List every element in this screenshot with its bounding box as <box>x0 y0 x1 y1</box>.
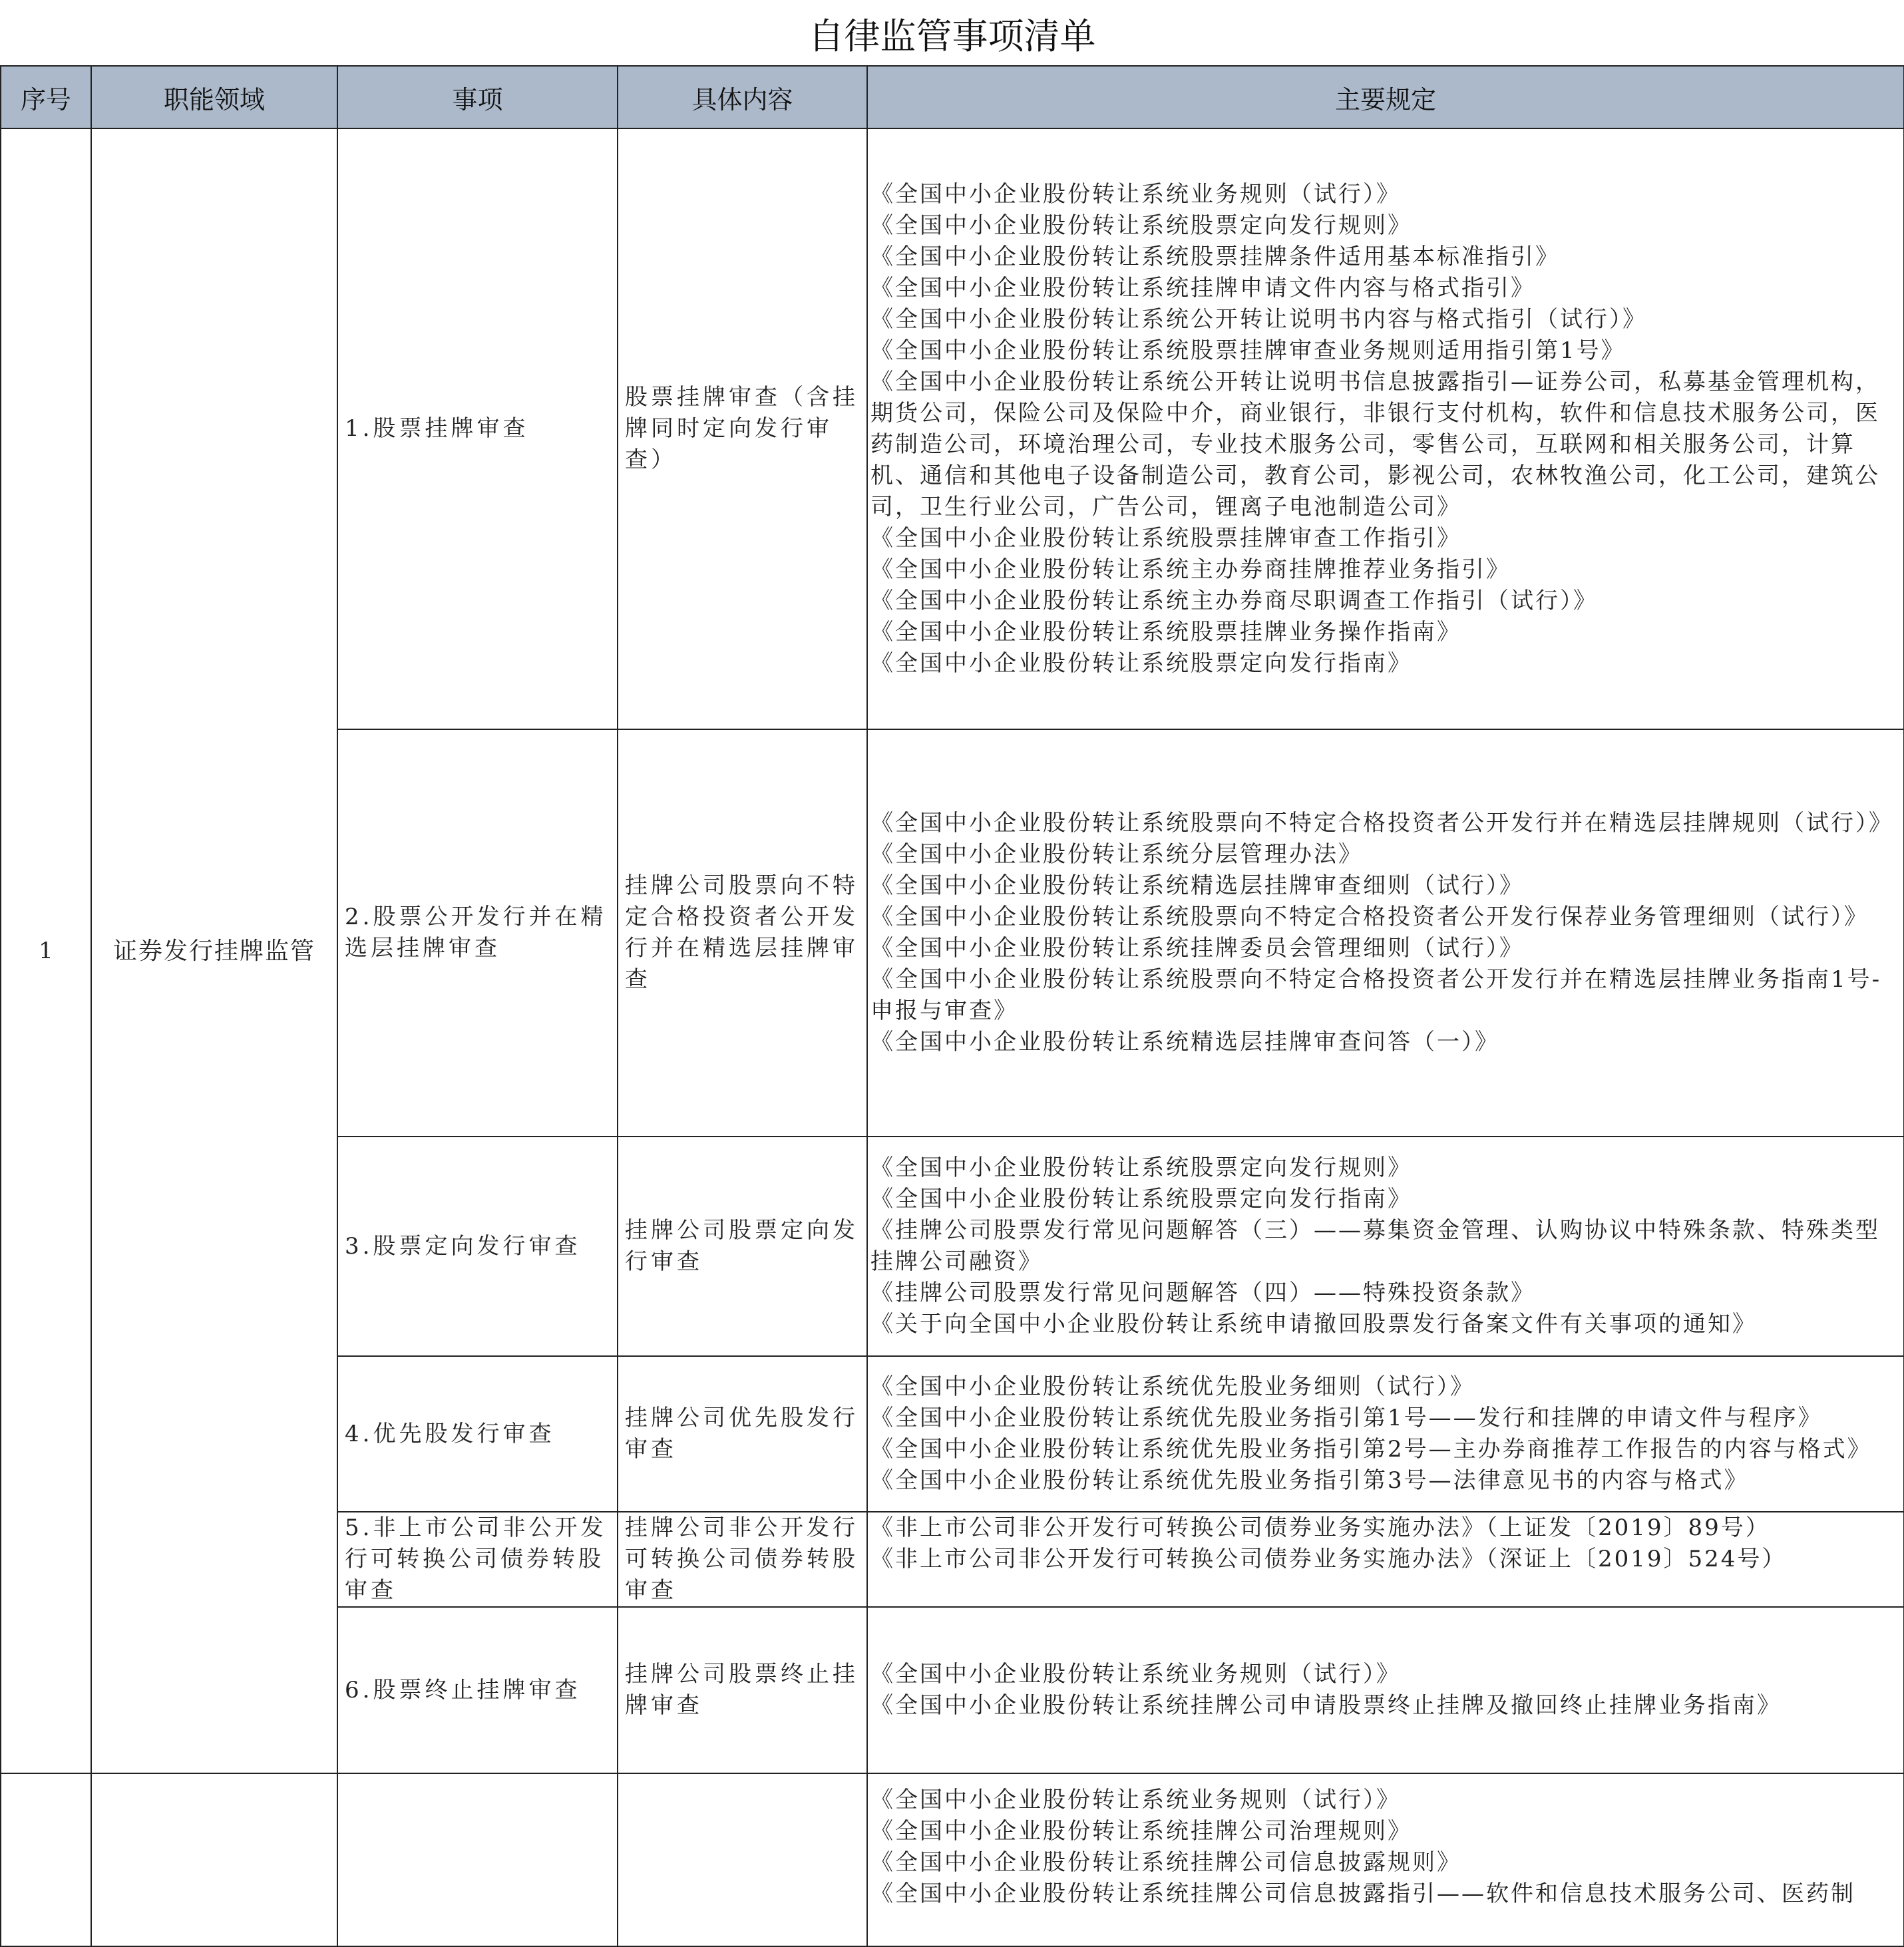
regulation-item: 《全国中小企业股份转让系统挂牌委员会管理细则（试行）》 <box>870 935 1524 962</box>
regulation-item: 《全国中小企业股份转让系统优先股业务指引第1号——发行和挂牌的申请文件与程序》 <box>870 1405 1823 1431</box>
seq-no-cell: 1 <box>1 128 91 1773</box>
page-title: 自律监管事项清单 <box>808 15 1096 57</box>
content-cell <box>618 1773 867 1946</box>
regulation-item: 《全国中小企业股份转让系统挂牌申请文件内容与格式指引》 <box>870 274 1535 301</box>
regulation-item: 《全国中小企业股份转让系统股票定向发行规则》 <box>870 1154 1412 1181</box>
regulation-item: 《挂牌公司股票发行常见问题解答（四）——特殊投资条款》 <box>870 1280 1535 1306</box>
regulation-item: 《全国中小企业股份转让系统股票定向发行指南》 <box>870 649 1412 677</box>
regulation-item: 《全国中小企业股份转让系统分层管理办法》 <box>870 841 1363 868</box>
regulation-item: 《全国中小企业股份转让系统挂牌公司信息披露指引——软件和信息技术服务公司、医药制 <box>870 1880 1855 1907</box>
regulation-item: 《全国中小企业股份转让系统公开转让说明书信息披露指引—证券公司，私募基金管理机构，期货公司，保险公司及保险中介，商业银行，非银行支付机构，软件和信息技术服务公司，医药制造公司，环境治理公司，专业技术服务公司，零售公司，互联网和相关服务公司，计算机、通信和其他电子设备制造公司，教育公司，影视公司，农林牧渔公司，化工公司，建筑公司，卫生行业公司，广告公司，锂离子电池制造公司》 <box>870 368 1880 520</box>
content-cell: 挂牌公司股票定向发行审查 <box>618 1137 867 1356</box>
regulation-item: 《全国中小企业股份转让系统股票挂牌审查工作指引》 <box>870 524 1461 552</box>
matter-cell: 1.股票挂牌审查 <box>337 128 618 729</box>
content-cell: 股票挂牌审查（含挂牌同时定向发行审查） <box>618 128 867 729</box>
regulation-item: 《全国中小企业股份转让系统股票挂牌业务操作指南》 <box>870 618 1461 645</box>
regulation-item: 《非上市公司非公开发行可转换公司债券业务实施办法》（上证发〔2019〕89号） <box>870 1514 1770 1541</box>
regulation-item: 《全国中小企业股份转让系统股票挂牌条件适用基本标准指引》 <box>870 243 1560 270</box>
regulation-item: 《全国中小企业股份转让系统优先股业务指引第3号—法律意见书的内容与格式》 <box>870 1467 1749 1494</box>
seq-no-cell <box>1 1773 91 1946</box>
regulation-item: 《全国中小企业股份转让系统业务规则（试行）》 <box>870 1787 1401 1813</box>
regulation-item: 《全国中小企业股份转让系统公开转让说明书内容与格式指引（试行）》 <box>870 305 1647 333</box>
matter-cell: 2.股票公开发行并在精选层挂牌审查 <box>337 729 618 1137</box>
matter-cell: 3.股票定向发行审查 <box>337 1137 618 1356</box>
regulation-item: 《全国中小企业股份转让系统股票挂牌审查业务规则适用指引第1号》 <box>870 337 1626 364</box>
regulation-item: 《挂牌公司股票发行常见问题解答（三）——募集资金管理、认购协议中特殊条款、特殊类型挂牌公司融资》 <box>870 1217 1880 1275</box>
content-cell: 挂牌公司非公开发行可转换公司债券转股审查 <box>618 1512 867 1607</box>
table-row <box>1 128 1904 729</box>
table-row <box>1 1773 1904 1946</box>
regulations-cell <box>867 1607 1904 1773</box>
regulation-item: 《全国中小企业股份转让系统精选层挂牌审查细则（试行）》 <box>870 872 1524 899</box>
matter-cell <box>337 1773 618 1946</box>
content-cell: 挂牌公司优先股发行审查 <box>618 1356 867 1512</box>
regulation-item: 《全国中小企业股份转让系统业务规则（试行）》 <box>870 1661 1401 1687</box>
regulation-item: 《全国中小企业股份转让系统股票定向发行指南》 <box>870 1186 1412 1212</box>
regulation-item: 《全国中小企业股份转让系统优先股业务细则（试行）》 <box>870 1373 1475 1400</box>
regulation-item: 《全国中小企业股份转让系统股票向不特定合格投资者公开发行并在精选层挂牌业务指南1号-申报与审查》 <box>870 966 1882 1024</box>
regulation-item: 《全国中小企业股份转让系统挂牌公司信息披露规则》 <box>870 1849 1461 1876</box>
regulation-item: 《全国中小企业股份转让系统优先股业务指引第2号—主办券商推荐工作报告的内容与格式》 <box>870 1436 1872 1463</box>
regulation-item: 《全国中小企业股份转让系统精选层挂牌审查问答（一）》 <box>870 1029 1499 1055</box>
header-matter: 事项 <box>337 66 618 128</box>
regulation-item: 《全国中小企业股份转让系统挂牌公司申请股票终止挂牌及撤回终止挂牌业务指南》 <box>870 1692 1782 1719</box>
regulatory-matters-table <box>0 65 1904 1947</box>
regulation-item: 《全国中小企业股份转让系统股票定向发行规则》 <box>870 212 1412 239</box>
regulation-item: 《非上市公司非公开发行可转换公司债券业务实施办法》（深证上〔2019〕524号） <box>870 1546 1787 1572</box>
regulations-cell <box>867 1137 1904 1356</box>
header-main-regulations: 主要规定 <box>867 66 1904 128</box>
regulation-item: 《全国中小企业股份转让系统股票向不特定合格投资者公开发行并在精选层挂牌规则（试行）》 <box>870 810 1893 836</box>
matter-cell: 6.股票终止挂牌审查 <box>337 1607 618 1773</box>
header-seq-no: 序号 <box>1 66 91 128</box>
header-function-area: 职能领域 <box>91 66 337 128</box>
regulations-cell <box>867 1356 1904 1512</box>
header-specific-content: 具体内容 <box>618 66 867 128</box>
content-cell: 挂牌公司股票向不特定合格投资者公开发行并在精选层挂牌审查 <box>618 729 867 1137</box>
regulations-cell <box>867 128 1904 729</box>
matter-cell: 5.非上市公司非公开发行可转换公司债券转股审查 <box>337 1512 618 1607</box>
function-area-cell: 证券发行挂牌监管 <box>91 128 337 1773</box>
regulation-item: 《全国中小企业股份转让系统业务规则（试行）》 <box>870 180 1401 208</box>
table-header-row <box>1 66 1904 128</box>
regulations-cell <box>867 729 1904 1137</box>
regulation-item: 《全国中小企业股份转让系统股票向不特定合格投资者公开发行保荐业务管理细则（试行）》 <box>870 904 1869 930</box>
content-cell: 挂牌公司股票终止挂牌审查 <box>618 1607 867 1773</box>
regulation-item: 《关于向全国中小企业股份转让系统申请撤回股票发行备案文件有关事项的通知》 <box>870 1311 1757 1337</box>
function-area-cell <box>91 1773 337 1946</box>
matter-cell: 4.优先股发行审查 <box>337 1356 618 1512</box>
regulation-item: 《全国中小企业股份转让系统主办券商挂牌推荐业务指引》 <box>870 556 1511 583</box>
regulation-item: 《全国中小企业股份转让系统挂牌公司治理规则》 <box>870 1818 1412 1845</box>
regulations-cell <box>867 1512 1904 1607</box>
regulation-item: 《全国中小企业股份转让系统主办券商尽职调查工作指引（试行）》 <box>870 587 1598 614</box>
regulations-cell <box>867 1773 1904 1946</box>
